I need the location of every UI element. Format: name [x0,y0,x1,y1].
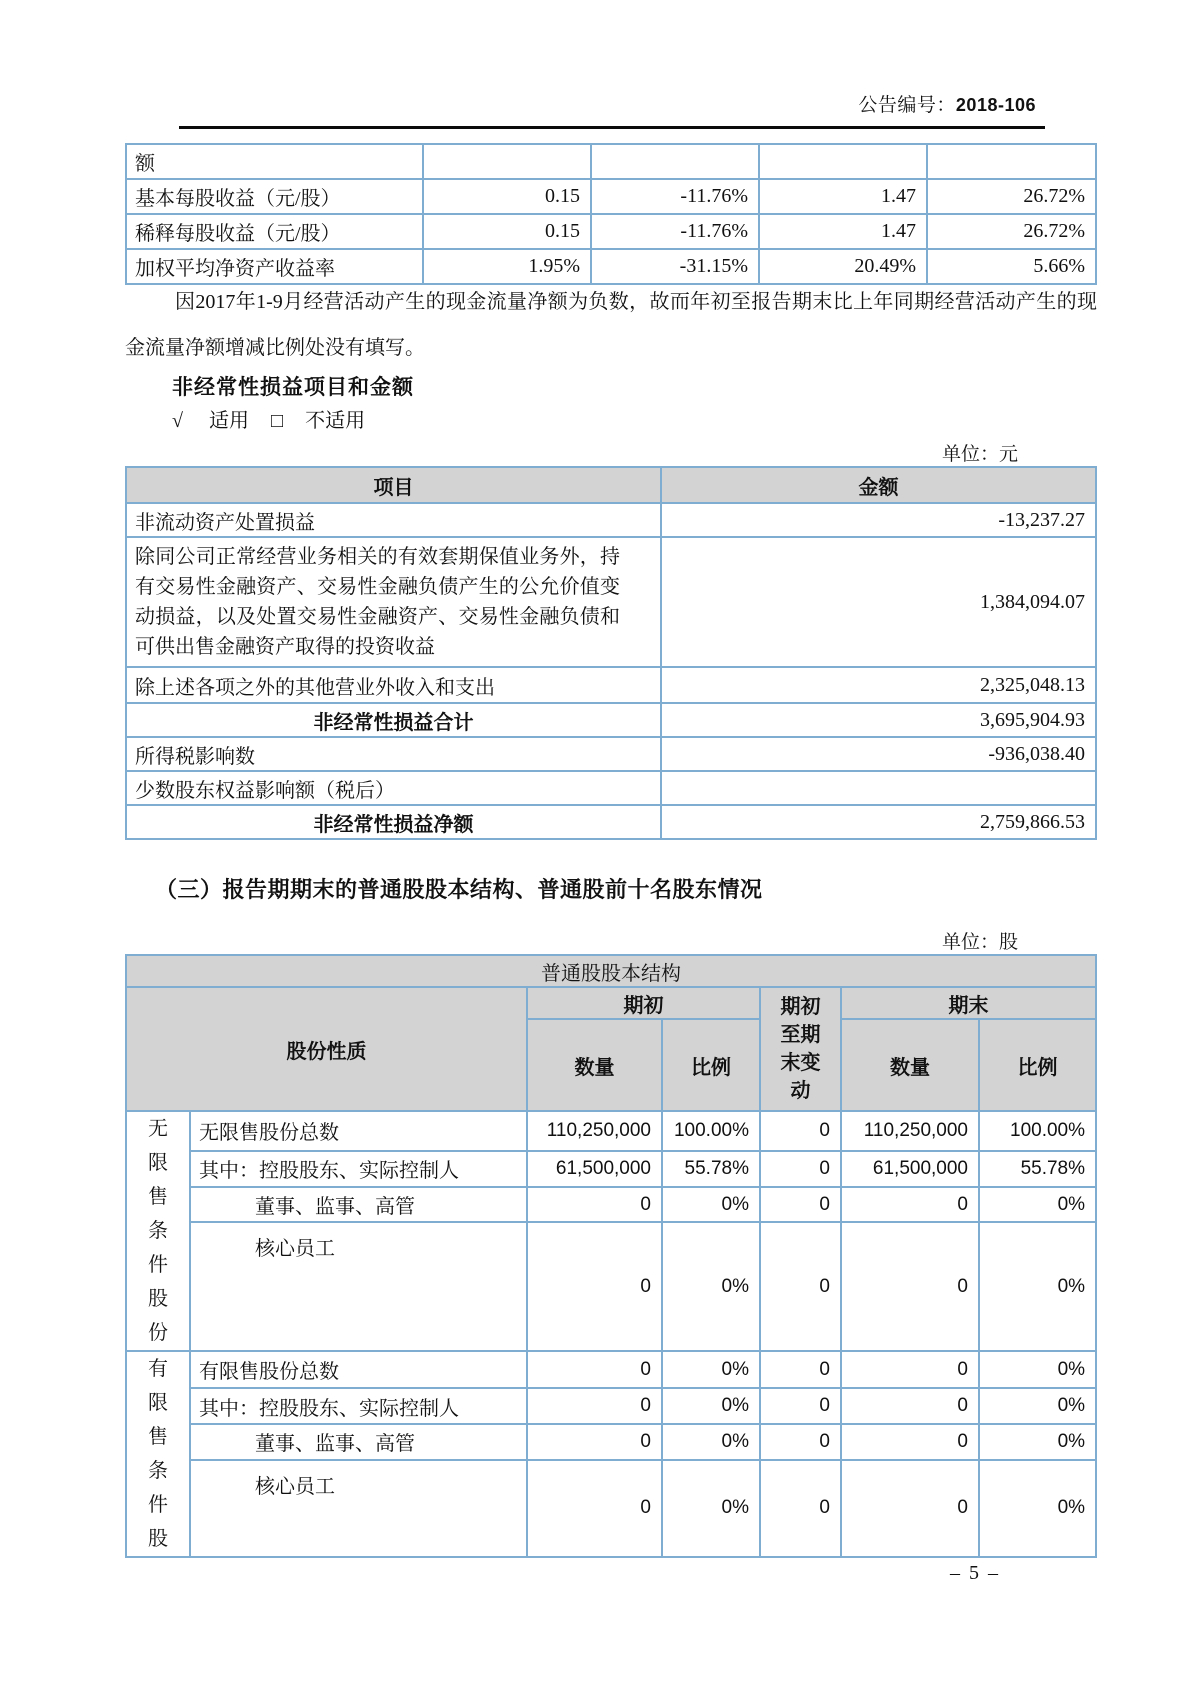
cell: 0 [527,1351,662,1388]
check-icon: √ [172,410,183,432]
checkbox-icon: □ [270,410,284,432]
cell: 0 [760,1388,841,1424]
cell: 0.15 [423,179,591,214]
cell: 100.00% [979,1111,1096,1151]
cell: 0% [662,1388,760,1424]
nonrecurring-table [125,466,1097,840]
table-header-row [126,467,1096,503]
row-label: 除同公司正常经营业务相关的有效套期保值业务外，持有交易性金融资产、交易性金融负债产生的公允价值变动损益，以及处置交易性金融资产、交易性金融负债和可供出售金融资产取得的投资收益 [126,537,661,667]
announcement-label: 公告编号： [858,95,956,116]
unit-label-yuan: 单位：元 [941,444,1018,465]
table-header-row-1 [126,987,1096,1019]
table-row [126,805,1096,839]
cell: -11.76% [591,179,759,214]
cell: 110,250,000 [527,1111,662,1151]
table-row [126,144,1096,179]
amount-cell: -936,038.40 [661,737,1096,771]
cell: 0 [760,1460,841,1557]
announcement-number [858,90,1036,117]
cashflow-note-paragraph: 因2017年1-9月经营活动产生的现金流量净额为负数，故而年初至报告期末比上年同期经营活动产生的现金流量净额增减比例处没有填写。 [125,291,1097,359]
cell [927,144,1096,179]
row-label: 其中：控股股东、实际控制人 [190,1151,527,1187]
applicable-line [172,404,365,433]
cell: -11.76% [591,214,759,249]
cell: 0 [760,1222,841,1351]
table-row [126,214,1096,249]
cell: 0 [760,1187,841,1222]
amount-cell: 1,384,094.07 [661,537,1096,667]
row-label: 其中：控股股东、实际控制人 [190,1388,527,1424]
row-label: 董事、监事、高管 [190,1424,527,1460]
cell: 0% [979,1460,1096,1557]
table-row [126,503,1096,537]
cell: 0% [662,1351,760,1388]
group-label-unrestricted: 无限售条件股份 [126,1111,190,1351]
cell: 0 [760,1351,841,1388]
table-title: 普通股股本结构 [126,955,1096,987]
row-label: 额 [126,144,423,179]
row-label: 核心员工 [190,1222,527,1351]
col-header-end: 期末 [841,987,1096,1019]
amount-cell [661,771,1096,805]
col-header-change: 期初至期末变动 [760,987,841,1111]
cell: 0 [760,1111,841,1151]
row-label: 所得税影响数 [126,737,661,771]
cell [591,144,759,179]
row-label-total: 非经常性损益净额 [126,805,661,839]
col-header-share-nature: 股份性质 [126,987,527,1111]
cell [759,144,927,179]
cell: 0 [841,1187,979,1222]
unit-label-share: 单位：股 [941,932,1018,953]
cell: 1.95% [423,249,591,284]
row-label: 少数股东权益影响额（税后） [126,771,661,805]
share-structure-table [125,954,1097,1558]
not-applicable-label: 不适用 [305,410,366,432]
cell: 0 [527,1460,662,1557]
cell: 0% [662,1187,760,1222]
cell: 0 [841,1388,979,1424]
cell: 0% [979,1388,1096,1424]
col-header-qty-begin: 数量 [527,1019,662,1111]
cell: 0% [662,1222,760,1351]
table-row [126,179,1096,214]
cell: 0 [527,1424,662,1460]
table-row [126,1424,1096,1460]
table-row [126,737,1096,771]
cell: 55.78% [662,1151,760,1187]
cell: 0% [979,1424,1096,1460]
cell: 0% [662,1424,760,1460]
row-label: 核心员工 [190,1460,527,1557]
table-row [126,703,1096,737]
row-label: 无限售股份总数 [190,1111,527,1151]
cell [423,144,591,179]
row-label: 非流动资产处置损益 [126,503,661,537]
section-heading-share-structure: （三）报告期期末的普通股股本结构、普通股前十名股东情况 [155,877,763,902]
cell: 61,500,000 [841,1151,979,1187]
table-row [126,667,1096,703]
col-header-qty-end: 数量 [841,1019,979,1111]
table-row [126,771,1096,805]
row-label-subtotal: 非经常性损益合计 [126,703,661,737]
table-row [126,1222,1096,1351]
table-row [126,1151,1096,1187]
col-header-ratio-end: 比例 [979,1019,1096,1111]
key-indicators-table [125,143,1097,285]
cell: 1.47 [759,179,927,214]
amount-cell: 2,325,048.13 [661,667,1096,703]
cell: -31.15% [591,249,759,284]
amount-cell: 3,695,904.93 [661,703,1096,737]
cell: 0% [662,1460,760,1557]
cell: 55.78% [979,1151,1096,1187]
cell: 20.49% [759,249,927,284]
announcement-value: 2018-106 [955,95,1036,115]
amount-cell: 2,759,866.53 [661,805,1096,839]
cell: 0 [841,1460,979,1557]
cell: 26.72% [927,179,1096,214]
table-row [126,1460,1096,1557]
amount-cell: -13,237.27 [661,503,1096,537]
row-label: 有限售股份总数 [190,1351,527,1388]
applicable-label: 适用 [208,410,249,432]
row-label: 稀释每股收益（元/股） [126,214,423,249]
cell: 0 [527,1187,662,1222]
cell: 61,500,000 [527,1151,662,1187]
section-heading-nonrecurring: 非经常性损益项目和金额 [172,376,414,399]
table-title-row [126,955,1096,987]
cell: 0% [979,1222,1096,1351]
table-row [126,1111,1096,1151]
row-label: 加权平均净资产收益率 [126,249,423,284]
page-number: – 5 – [950,1562,1000,1584]
cell: 0% [979,1187,1096,1222]
table-row [126,537,1096,667]
cell: 0 [760,1151,841,1187]
cell: 0 [760,1424,841,1460]
col-header-item: 项目 [126,467,661,503]
cell: 1.47 [759,214,927,249]
col-header-ratio-begin: 比例 [662,1019,760,1111]
cell: 0 [527,1222,662,1351]
cell: 0.15 [423,214,591,249]
row-label: 董事、监事、高管 [190,1187,527,1222]
cell: 26.72% [927,214,1096,249]
cell: 0 [841,1222,979,1351]
header-rule [179,126,1045,129]
col-header-amount: 金额 [661,467,1096,503]
cell: 0% [979,1351,1096,1388]
cell: 110,250,000 [841,1111,979,1151]
cell: 0 [841,1351,979,1388]
row-label: 基本每股收益（元/股） [126,179,423,214]
group-label-restricted: 有限售条件股 [126,1351,190,1557]
cell: 0 [841,1424,979,1460]
table-row [126,1351,1096,1388]
cell: 0 [527,1388,662,1424]
cell: 5.66% [927,249,1096,284]
col-header-beginning: 期初 [527,987,760,1019]
table-row [126,1187,1096,1222]
table-row [126,1388,1096,1424]
row-label: 除上述各项之外的其他营业外收入和支出 [126,667,661,703]
cell: 100.00% [662,1111,760,1151]
